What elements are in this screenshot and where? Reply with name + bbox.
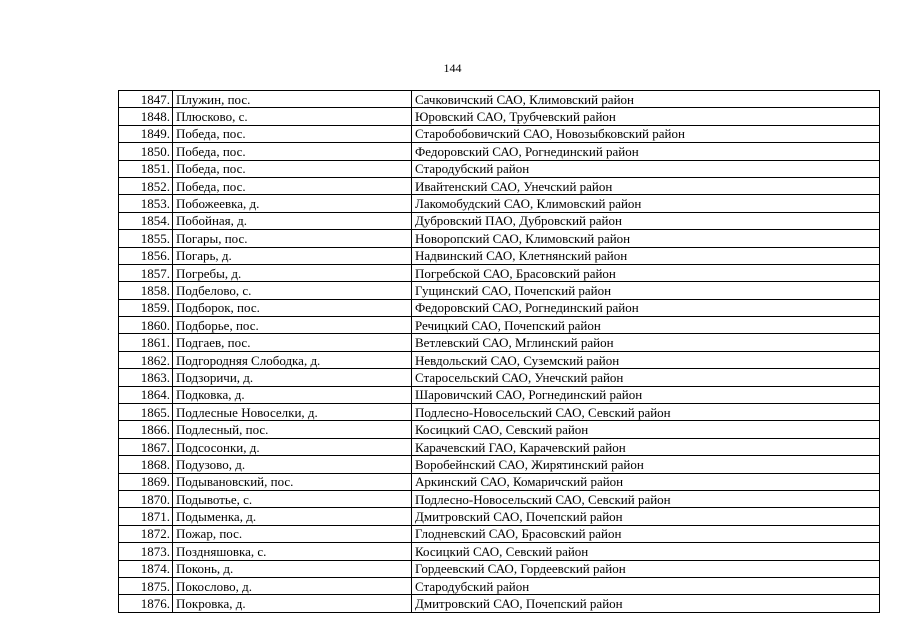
settlement-name: Побожеевка, д. bbox=[173, 195, 412, 212]
table-row bbox=[119, 490, 880, 507]
row-number: 1867. bbox=[119, 438, 173, 455]
settlement-name: Побойная, д. bbox=[173, 212, 412, 229]
administrative-unit: Косицкий САО, Севский район bbox=[412, 543, 880, 560]
settlement-name: Победа, пос. bbox=[173, 125, 412, 142]
administrative-unit: Старосельский САО, Унечский район bbox=[412, 369, 880, 386]
table-row bbox=[119, 421, 880, 438]
settlement-name: Погребы, д. bbox=[173, 264, 412, 281]
table-row bbox=[119, 299, 880, 316]
row-number: 1863. bbox=[119, 369, 173, 386]
table-row bbox=[119, 595, 880, 612]
row-number: 1861. bbox=[119, 334, 173, 351]
administrative-unit: Погребской САО, Брасовский район bbox=[412, 264, 880, 281]
administrative-unit: Воробейнский САО, Жирятинский район bbox=[412, 456, 880, 473]
table-row bbox=[119, 369, 880, 386]
administrative-unit: Гущинский САО, Почепский район bbox=[412, 282, 880, 299]
settlement-name: Подывотье, с. bbox=[173, 490, 412, 507]
table-row bbox=[119, 125, 880, 142]
settlement-name: Поконь, д. bbox=[173, 560, 412, 577]
administrative-unit: Подлесно-Новосельский САО, Севский район bbox=[412, 490, 880, 507]
row-number: 1862. bbox=[119, 351, 173, 368]
administrative-unit: Дубровский ПАО, Дубровский район bbox=[412, 212, 880, 229]
administrative-unit: Речицкий САО, Почепский район bbox=[412, 317, 880, 334]
table-row bbox=[119, 456, 880, 473]
table-row bbox=[119, 212, 880, 229]
table-row bbox=[119, 404, 880, 421]
page-number: 144 bbox=[443, 61, 462, 75]
row-number: 1854. bbox=[119, 212, 173, 229]
table-row bbox=[119, 264, 880, 281]
settlement-name: Победа, пос. bbox=[173, 143, 412, 160]
settlements-table bbox=[118, 90, 880, 613]
settlement-name: Подковка, д. bbox=[173, 386, 412, 403]
row-number: 1849. bbox=[119, 125, 173, 142]
row-number: 1852. bbox=[119, 177, 173, 194]
table-row bbox=[119, 438, 880, 455]
table-row bbox=[119, 195, 880, 212]
row-number: 1870. bbox=[119, 490, 173, 507]
table-row bbox=[119, 91, 880, 108]
table-row bbox=[119, 577, 880, 594]
settlement-name: Подгаев, пос. bbox=[173, 334, 412, 351]
table-row bbox=[119, 143, 880, 160]
row-number: 1848. bbox=[119, 108, 173, 125]
settlement-name: Подгородняя Слободка, д. bbox=[173, 351, 412, 368]
table-row bbox=[119, 160, 880, 177]
settlement-name: Подыменка, д. bbox=[173, 508, 412, 525]
table-row bbox=[119, 525, 880, 542]
row-number: 1850. bbox=[119, 143, 173, 160]
administrative-unit: Лакомобудский САО, Климовский район bbox=[412, 195, 880, 212]
settlement-name: Подывановский, пос. bbox=[173, 473, 412, 490]
settlement-name: Подбелово, с. bbox=[173, 282, 412, 299]
row-number: 1856. bbox=[119, 247, 173, 264]
settlement-name: Плюсково, с. bbox=[173, 108, 412, 125]
row-number: 1859. bbox=[119, 299, 173, 316]
row-number: 1871. bbox=[119, 508, 173, 525]
table-row bbox=[119, 351, 880, 368]
administrative-unit: Федоровский САО, Рогнединский район bbox=[412, 143, 880, 160]
table-row bbox=[119, 508, 880, 525]
settlement-name: Подзоричи, д. bbox=[173, 369, 412, 386]
settlement-name: Победа, пос. bbox=[173, 177, 412, 194]
settlement-name: Покослово, д. bbox=[173, 577, 412, 594]
settlement-name: Подборок, пос. bbox=[173, 299, 412, 316]
administrative-unit: Стародубский район bbox=[412, 160, 880, 177]
administrative-unit: Ивайтенский САО, Унечский район bbox=[412, 177, 880, 194]
administrative-unit: Невдольский САО, Суземский район bbox=[412, 351, 880, 368]
row-number: 1864. bbox=[119, 386, 173, 403]
row-number: 1868. bbox=[119, 456, 173, 473]
row-number: 1857. bbox=[119, 264, 173, 281]
row-number: 1873. bbox=[119, 543, 173, 560]
table-row bbox=[119, 230, 880, 247]
administrative-unit: Дмитровский САО, Почепский район bbox=[412, 595, 880, 612]
administrative-unit: Глодневский САО, Брасовский район bbox=[412, 525, 880, 542]
administrative-unit: Аркинский САО, Комаричский район bbox=[412, 473, 880, 490]
settlement-name: Покровка, д. bbox=[173, 595, 412, 612]
administrative-unit: Надвинский САО, Клетнянский район bbox=[412, 247, 880, 264]
row-number: 1860. bbox=[119, 317, 173, 334]
row-number: 1858. bbox=[119, 282, 173, 299]
row-number: 1866. bbox=[119, 421, 173, 438]
row-number: 1872. bbox=[119, 525, 173, 542]
administrative-unit: Стародубский район bbox=[412, 577, 880, 594]
administrative-unit: Шаровичский САО, Рогнединский район bbox=[412, 386, 880, 403]
settlement-name: Поздняшовка, с. bbox=[173, 543, 412, 560]
table-row bbox=[119, 334, 880, 351]
table-row bbox=[119, 543, 880, 560]
row-number: 1855. bbox=[119, 230, 173, 247]
table-row bbox=[119, 177, 880, 194]
administrative-unit: Косицкий САО, Севский район bbox=[412, 421, 880, 438]
row-number: 1869. bbox=[119, 473, 173, 490]
settlement-name: Подсосонки, д. bbox=[173, 438, 412, 455]
table-row bbox=[119, 473, 880, 490]
settlement-name: Погары, пос. bbox=[173, 230, 412, 247]
row-number: 1851. bbox=[119, 160, 173, 177]
administrative-unit: Юровский САО, Трубчевский район bbox=[412, 108, 880, 125]
administrative-unit: Ветлевский САО, Мглинский район bbox=[412, 334, 880, 351]
row-number: 1865. bbox=[119, 404, 173, 421]
administrative-unit: Гордеевский САО, Гордеевский район bbox=[412, 560, 880, 577]
table-row bbox=[119, 247, 880, 264]
settlement-name: Погарь, д. bbox=[173, 247, 412, 264]
administrative-unit: Карачевский ГАО, Карачевский район bbox=[412, 438, 880, 455]
row-number: 1847. bbox=[119, 91, 173, 108]
settlements-table-body bbox=[119, 91, 880, 613]
table-row bbox=[119, 386, 880, 403]
settlement-name: Подлесный, пос. bbox=[173, 421, 412, 438]
settlement-name: Плужин, пос. bbox=[173, 91, 412, 108]
administrative-unit: Старобобовичский САО, Новозыбковский район bbox=[412, 125, 880, 142]
table-row bbox=[119, 560, 880, 577]
row-number: 1876. bbox=[119, 595, 173, 612]
row-number: 1875. bbox=[119, 577, 173, 594]
row-number: 1853. bbox=[119, 195, 173, 212]
table-row bbox=[119, 108, 880, 125]
settlement-name: Подузово, д. bbox=[173, 456, 412, 473]
table-row bbox=[119, 282, 880, 299]
table-row bbox=[119, 317, 880, 334]
administrative-unit: Новоропский САО, Климовский район bbox=[412, 230, 880, 247]
settlement-name: Победа, пос. bbox=[173, 160, 412, 177]
administrative-unit: Сачковичский САО, Климовский район bbox=[412, 91, 880, 108]
row-number: 1874. bbox=[119, 560, 173, 577]
administrative-unit: Дмитровский САО, Почепский район bbox=[412, 508, 880, 525]
settlement-name: Подборье, пос. bbox=[173, 317, 412, 334]
administrative-unit: Федоровский САО, Рогнединский район bbox=[412, 299, 880, 316]
settlement-name: Пожар, пос. bbox=[173, 525, 412, 542]
administrative-unit: Подлесно-Новосельский САО, Севский район bbox=[412, 404, 880, 421]
settlement-name: Подлесные Новоселки, д. bbox=[173, 404, 412, 421]
